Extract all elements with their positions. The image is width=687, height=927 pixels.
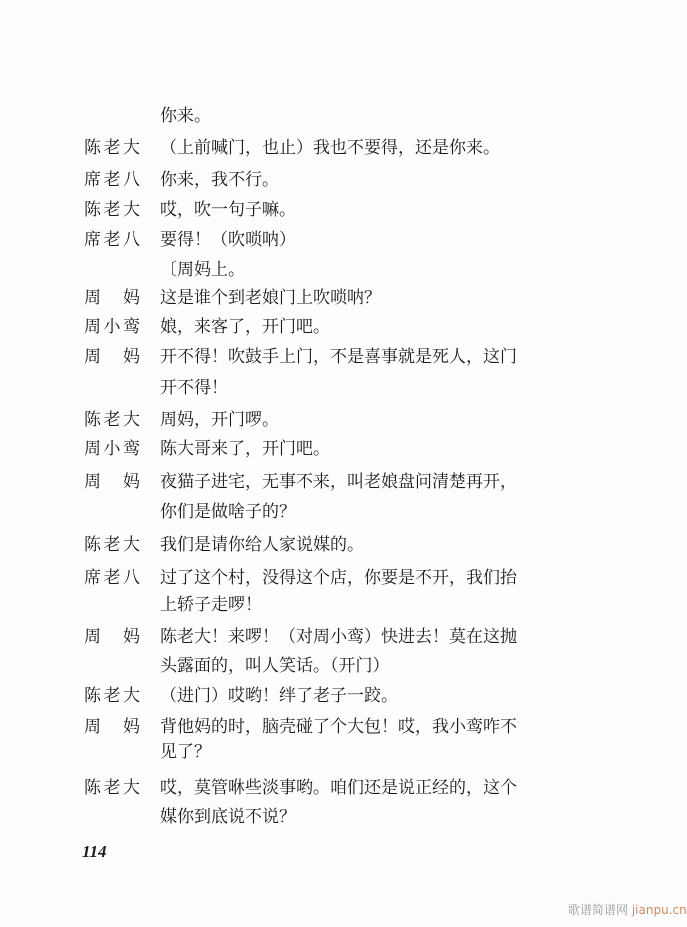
- watermark-url: jianpu.cn: [631, 903, 687, 917]
- dialogue-line: [0, 313, 656, 341]
- watermark-site-name: 歌谱简谱网: [568, 903, 629, 917]
- speaker-name: 周妈: [84, 347, 140, 367]
- speaker-name: 周小鸾: [84, 317, 140, 337]
- dialogue-line: [0, 196, 656, 224]
- dialogue-line: [0, 343, 656, 371]
- speaker-name: 席老八: [84, 230, 140, 250]
- dialogue-text: 娘，来客了，开门吧。: [160, 317, 330, 337]
- dialogue-line: [0, 406, 656, 434]
- dialogue-line: [0, 374, 656, 402]
- dialogue-text: 夜猫子进宅，无事不来，叫老娘盘问清楚再开，: [160, 472, 517, 492]
- speaker-name: 周妈: [84, 627, 140, 647]
- dialogue-text: 头露面的，叫人笑话。（开门）: [160, 656, 390, 676]
- dialogue-text: 我们是请你给人家说媒的。: [160, 535, 364, 555]
- dialogue-text: 上轿子走啰！: [160, 595, 262, 615]
- speaker-name: 周妈: [84, 288, 140, 308]
- dialogue-text: 这是谁个到老娘门上吹唢呐？: [160, 288, 381, 308]
- dialogue-line: [0, 713, 656, 741]
- speaker-name: 陈老大: [84, 200, 140, 220]
- dialogue-text: 你来，我不行。: [160, 170, 279, 190]
- dialogue-text: 开不得！吹鼓手上门，不是喜事就是死人，这门: [160, 347, 517, 367]
- page-number: 114: [82, 842, 107, 861]
- dialogue-text: 陈老大！来啰！（对周小鸾）快进去！莫在这抛: [160, 627, 517, 647]
- speaker-name: 陈老大: [84, 138, 140, 158]
- dialogue-text: 过了这个村，没得这个店，你要是不开，我们抬: [160, 568, 517, 588]
- dialogue-text: 哎，吹一句子嘛。: [160, 200, 296, 220]
- dialogue-line: [0, 468, 656, 496]
- dialogue-line: [0, 623, 656, 651]
- dialogue-line: [0, 134, 656, 162]
- dialogue-line: [0, 591, 656, 619]
- speaker-name: 陈老大: [84, 686, 140, 706]
- speaker-name: 陈老大: [84, 535, 140, 555]
- speaker-name: 陈老大: [84, 410, 140, 430]
- dialogue-text: 背他妈的时，脑壳碰了个大包！哎，我小鸾咋不: [160, 717, 517, 737]
- dialogue-line: [0, 531, 656, 559]
- dialogue-text: （上前喊门，也止）我也不要得，还是你来。: [160, 138, 500, 158]
- dialogue-line: [0, 652, 656, 680]
- dialogue-text: 开不得！: [160, 378, 228, 398]
- dialogue-text: 周妈，开门啰。: [160, 410, 279, 430]
- speaker-name: 席老八: [84, 568, 140, 588]
- speaker-name: 周妈: [84, 717, 140, 737]
- dialogue-line: [0, 284, 656, 312]
- dialogue-text: 陈大哥来了，开门吧。: [160, 439, 330, 459]
- dialogue-line: [0, 774, 656, 802]
- dialogue-text: 见了？: [160, 742, 211, 762]
- dialogue-line: [0, 256, 656, 284]
- dialogue-text: 你来。: [160, 106, 211, 126]
- dialogue-line: [0, 498, 656, 526]
- dialogue-line: [0, 564, 656, 592]
- speaker-name: 周妈: [84, 472, 140, 492]
- speaker-name: 陈老大: [84, 778, 140, 798]
- dialogue-text: 媒你到底说不说？: [160, 807, 296, 827]
- dialogue-text: 哎，莫管咻些淡事哟。咱们还是说正经的，这个: [160, 778, 517, 798]
- speaker-name: 周小鸾: [84, 439, 140, 459]
- dialogue-text: 你们是做啥子的？: [160, 502, 296, 522]
- dialogue-line: [0, 166, 656, 194]
- dialogue-line: [0, 102, 656, 130]
- dialogue-line: [0, 738, 656, 766]
- dialogue-line: [0, 226, 656, 254]
- dialogue-line: [0, 682, 656, 710]
- dialogue-line: [0, 435, 656, 463]
- dialogue-text: （进门）哎哟！绊了老子一跤。: [160, 686, 398, 706]
- dialogue-text: 〔周妈上。: [160, 260, 245, 280]
- watermark: [568, 901, 687, 918]
- dialogue-line: [0, 803, 656, 831]
- dialogue-text: 要得！（吹唢呐）: [160, 230, 296, 250]
- speaker-name: 席老八: [84, 170, 140, 190]
